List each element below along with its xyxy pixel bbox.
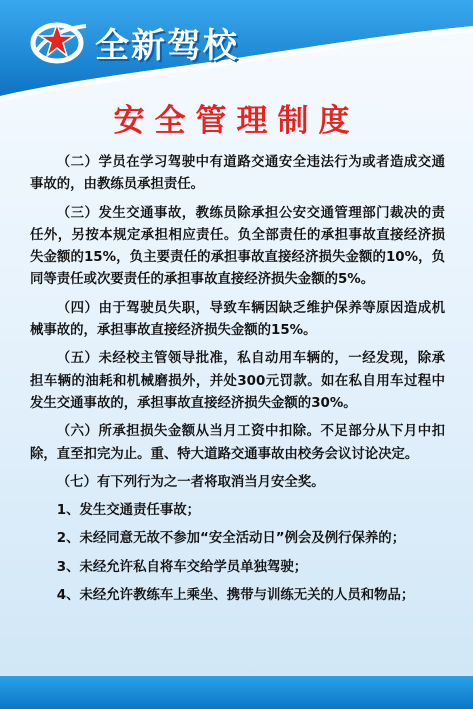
- star-swoosh-logo: [30, 16, 88, 66]
- paragraph-3: （三）发生交通事故，教练员除承担公安交通管理部门裁决的责任外，另按本规定承担相应责任。负全部责任的承担事故直接经济损失金额的15%，负主要责任的承担事故直接经济损失金额的10%，负同等责任或次要责任的承担事故直接经济损失金额的5%。: [30, 205, 445, 288]
- regulation-body: [30, 152, 445, 613]
- list-item: 2、未经同意无故不参加“安全活动日”例会及例行保养的；: [56, 531, 406, 547]
- paragraph-7: （七）有下列行为之一者将取消当月安全奖。: [56, 474, 325, 490]
- paragraph-5: （五）未经校主管领导批准，私自动用车辆的，一经发现，除承担车辆的油耗和机械磨损外，并处300元罚款。如在私自用车过程中发生交通事故的，承担事故直接经济损失金额的30%。: [30, 351, 445, 411]
- paragraph-6: （六）所承担损失金额从当月工资中扣除。不足部分从下月中扣除，直至扣完为止。重、特大道路交通事故由校务会议讨论决定。: [30, 424, 445, 462]
- list-item: 4、未经允许教练车上乘坐、携带与训练无关的人员和物品；: [56, 588, 415, 604]
- list-item: 1、发生交通责任事故；: [56, 503, 201, 519]
- brand-name: 全新驾校: [95, 26, 239, 66]
- header-band: [0, 0, 473, 110]
- list-item: 3、未经允许私自将车交给学员单独驾驶；: [56, 559, 308, 575]
- footer-band: [0, 676, 473, 709]
- paragraph-4: （四）由于驾驶员失职，导致车辆因缺乏维护保养等原因造成机械事故的，承担事故直接经济损失金额的15%。: [30, 300, 445, 339]
- paragraph-2: （二）学员在学习驾驶中有道路交通安全违法行为或者造成交通事故的，由教练员承担责任。: [30, 155, 445, 193]
- page-title: 安全管理制度: [113, 103, 360, 139]
